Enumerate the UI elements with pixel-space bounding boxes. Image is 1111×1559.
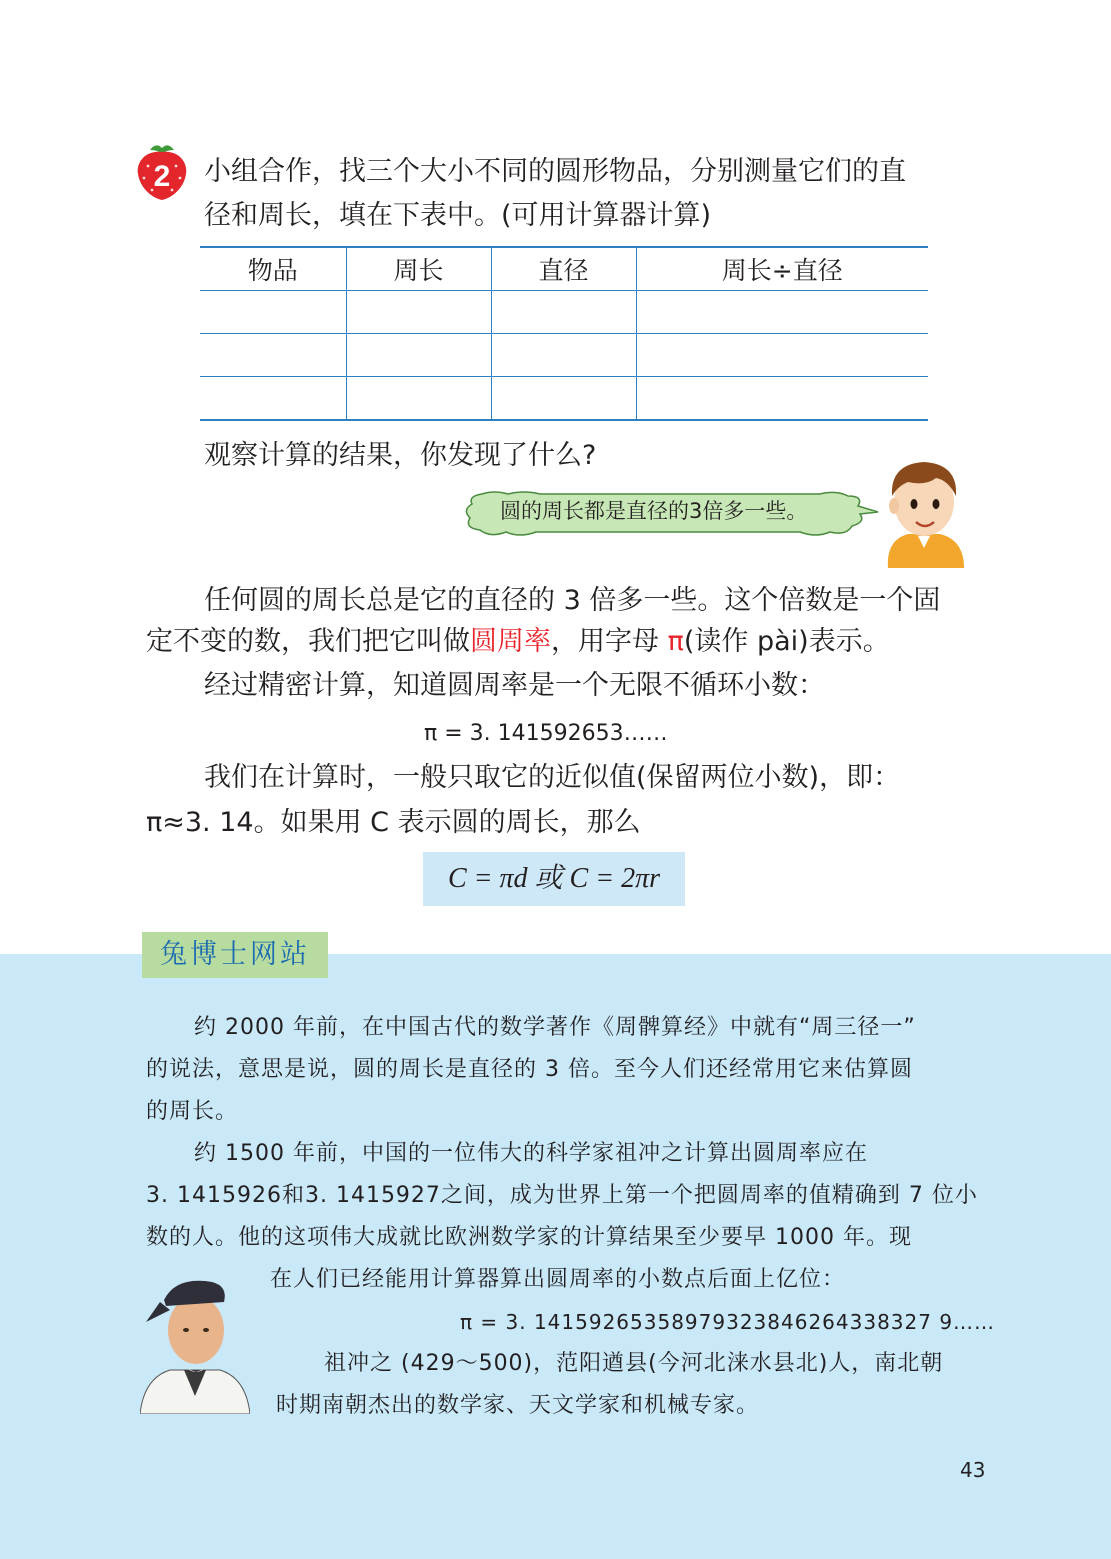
para2-text: 经过精密计算，知道圆周率是一个无限不循环小数： (204, 670, 825, 701)
site-title: 兔博士网站 (160, 939, 310, 970)
activity-line-2: 径和周长，填在下表中。(可用计算器计算) (204, 200, 712, 231)
header-circumference: 周长 (346, 247, 491, 291)
header-ratio: 周长÷直径 (636, 247, 928, 291)
para1-text-c: (读作 pài)表示。 (683, 626, 890, 657)
circumference-formula: C = πd 或 C = 2πr (447, 863, 661, 894)
table-cell[interactable] (636, 291, 928, 334)
para1-text-b: ，用字母 (551, 626, 668, 657)
activity-line-1: 小组合作，找三个大小不同的圆形物品，分别测量它们的直 (204, 156, 906, 187)
site-line-9: 祖冲之 (429～500)，范阳遒县(今河北涞水县北)人，南北朝 (324, 1351, 944, 1376)
badge-number: 2 (153, 160, 171, 193)
table-cell[interactable] (346, 291, 491, 334)
site-line-4: 约 1500 年前，中国的一位伟大的科学家祖冲之计算出圆周率应在 (194, 1141, 868, 1166)
table-cell[interactable] (491, 291, 636, 334)
para1-line-1: 任何圆的周长总是它的直径的 3 倍多一些。这个倍数是一个固 (204, 585, 941, 616)
para3-line-1: 我们在计算时，一般只取它的近似值(保留两位小数)，即： (204, 762, 901, 793)
pi-symbol: π (667, 626, 684, 657)
table-cell[interactable] (491, 377, 636, 421)
table-cell[interactable] (200, 334, 346, 377)
site-line-5: 3. 1415926和3. 1415927之间，成为世界上第一个把圆周率的值精确到 7 位小 (146, 1183, 978, 1208)
table-row (200, 334, 928, 377)
table-cell[interactable] (636, 377, 928, 421)
site-pi-long: π = 3. 14159265358979323846264338327 9…… (460, 1310, 996, 1334)
table-cell[interactable] (346, 334, 491, 377)
site-line-7: 在人们已经能用计算器算出圆周率的小数点后面上亿位： (270, 1267, 846, 1292)
table-cell[interactable] (200, 291, 346, 334)
site-line-10: 时期南朝杰出的数学家、天文学家和机械专家。 (276, 1393, 760, 1418)
table-cell[interactable] (636, 334, 928, 377)
para1-line-2 (146, 624, 890, 660)
page-number: 43 (960, 1458, 986, 1482)
header-diameter: 直径 (491, 247, 636, 291)
site-line-1: 约 2000 年前，在中国古代的数学著作《周髀算经》中就有“周三径一” (194, 1015, 916, 1040)
table-row (200, 377, 928, 421)
question-text: 观察计算的结果，你发现了什么? (204, 440, 597, 471)
table-cell[interactable] (346, 377, 491, 421)
zu-chongzhi-portrait (140, 1272, 250, 1414)
measurement-table (200, 246, 928, 421)
para1-text-a: 定不变的数，我们把它叫做 (146, 626, 470, 657)
term-pi-ratio: 圆周率 (470, 626, 551, 657)
header-item: 物品 (200, 247, 346, 291)
table-row (200, 291, 928, 334)
site-line-3: 的周长。 (146, 1099, 239, 1124)
site-section-background (0, 954, 1111, 1559)
strawberry-badge-icon (134, 140, 190, 202)
boy-illustration (878, 452, 970, 568)
table-cell[interactable] (200, 377, 346, 421)
site-line-2: 的说法，意思是说，圆的周长是直径的 3 倍。至今人们还经常用它来估算圆 (146, 1057, 913, 1082)
table-cell[interactable] (491, 334, 636, 377)
site-line-6: 数的人。他的这项伟大成就比欧洲数学家的计算结果至少要早 1000 年。现 (146, 1225, 912, 1250)
para3-line-2: π≈3. 14。如果用 C 表示圆的周长，那么 (146, 807, 641, 838)
bubble-text: 圆的周长都是直径的3倍多一些。 (500, 499, 808, 523)
pi-value: π = 3. 141592653…… (424, 721, 668, 746)
table-header-row (200, 247, 928, 291)
